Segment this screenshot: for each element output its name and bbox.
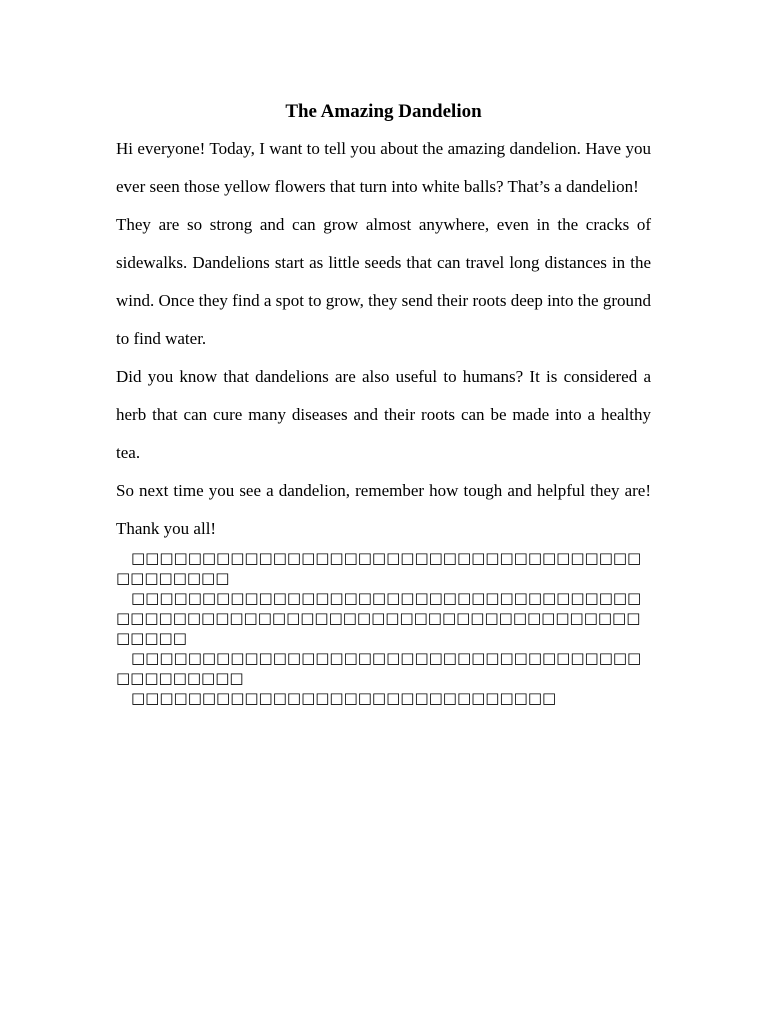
paragraph-3: Did you know that dandelions are also useful to humans? It is considered a herb that can cure many diseases and their roots can be made into a healthy tea.: [116, 367, 651, 462]
translation-paragraph-4: □□□□□□□□□□□□□□□□□□□□□□□□□□□□□□: [131, 689, 557, 707]
paragraph-2: They are so strong and can grow almost anywhere, even in the cracks of sidewalks. Dandelions start as little seeds that can travel long distances in the wind. Once they find a spot to grow, they send their roots deep into the ground to find water.: [116, 215, 651, 348]
translation-block: [116, 548, 651, 708]
paragraph-1: Hi everyone! Today, I want to tell you about the amazing dandelion. Have you ever seen those yellow flowers that turn into white balls? That’s a dandelion!: [116, 139, 651, 196]
document-title: The Amazing Dandelion: [285, 101, 482, 122]
translation-paragraph-2: □□□□□□□□□□□□□□□□□□□□□□□□□□□□□□□□□□□□□□□□□□□□□□□□□□□□□□□□□□□□□□□□□□□□□□□□□□□□□□: [116, 589, 642, 647]
document-page: [116, 98, 651, 708]
translation-paragraph-3: □□□□□□□□□□□□□□□□□□□□□□□□□□□□□□□□□□□□□□□□□□□□□: [116, 649, 642, 687]
paragraph-4: So next time you see a dandelion, remember how tough and helpful they are! Thank you all!: [116, 481, 651, 538]
translation-paragraph-1: □□□□□□□□□□□□□□□□□□□□□□□□□□□□□□□□□□□□□□□□□□□□: [116, 549, 642, 587]
